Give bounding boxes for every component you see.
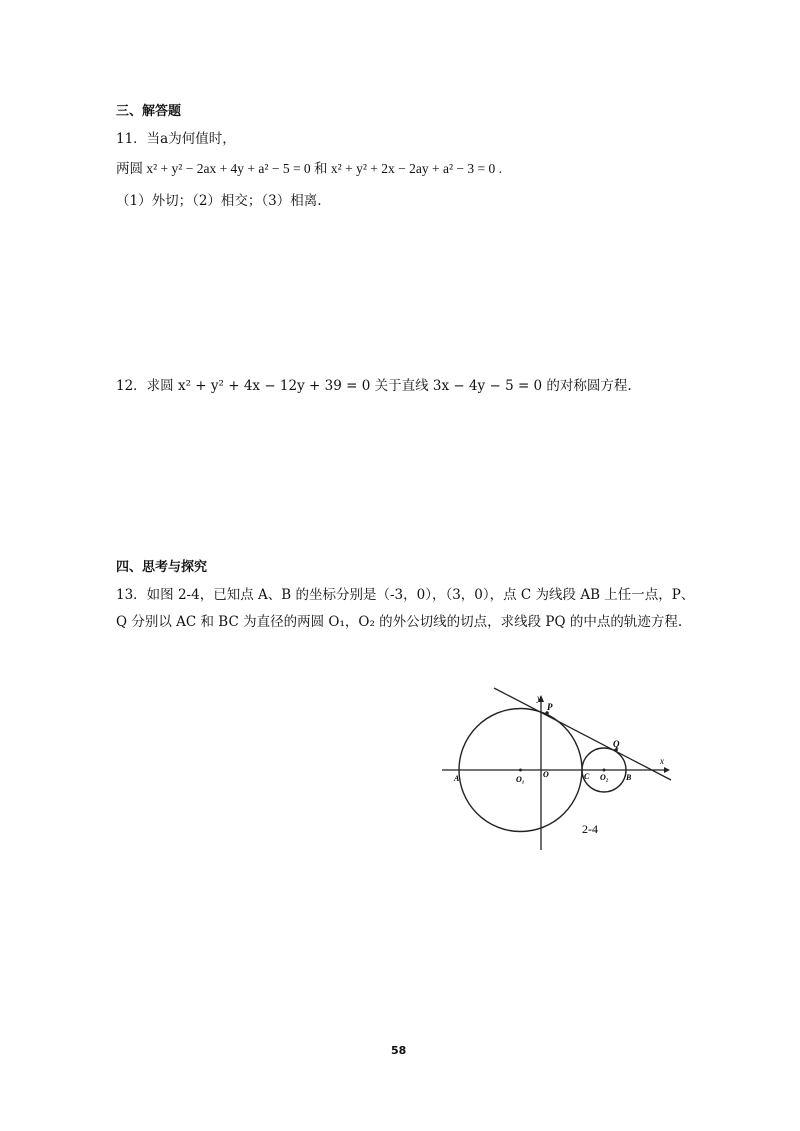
question-11-parts: （1）外切；（2）相交；（3）相离.	[116, 193, 322, 209]
label-o1: O₁	[516, 775, 525, 784]
label-a: A	[454, 774, 460, 783]
page-number: 58	[391, 1044, 407, 1057]
question-11-equations: 两圆 x² + y² − 2ax + 4y + a² − 5 = 0 和 x² + y² + 2x − 2ay + a² − 3 = 0 .	[116, 161, 502, 176]
label-o: O	[543, 770, 549, 779]
figure-caption: 2-4	[582, 822, 598, 836]
question-11-line-1: 11．当a为何值时，	[116, 131, 236, 147]
label-x: x	[660, 756, 664, 766]
section-3-heading: 三、解答题	[116, 104, 182, 119]
label-y: y	[537, 693, 541, 703]
question-12-text: 12．求圆 x² + y² + 4x − 12y + 39 = 0 关于直线 3x − 4y − 5 = 0 的对称圆方程.	[116, 378, 632, 394]
point-o1	[519, 769, 522, 772]
label-o2: O₂	[600, 773, 609, 782]
section-4-heading: 四、思考与探究	[116, 560, 208, 575]
label-q: Q	[613, 739, 620, 749]
label-p: P	[547, 702, 553, 712]
point-o2	[603, 769, 606, 772]
figure-2-4	[430, 680, 690, 855]
question-13-line-2: Q 分别以 AC 和 BC 为直径的两圆 O₁，O₂ 的外公切线的切点，求线段 PQ 的中点的轨迹方程.	[116, 614, 683, 630]
x-axis-arrow	[664, 767, 670, 773]
question-13-line-1: 13．如图 2-4，已知点 A、B 的坐标分别是（-3，0），（3，0），点 C 为线段 AB 上任一点，P、	[116, 587, 695, 603]
label-c: C	[584, 772, 590, 781]
label-b: B	[626, 773, 632, 782]
